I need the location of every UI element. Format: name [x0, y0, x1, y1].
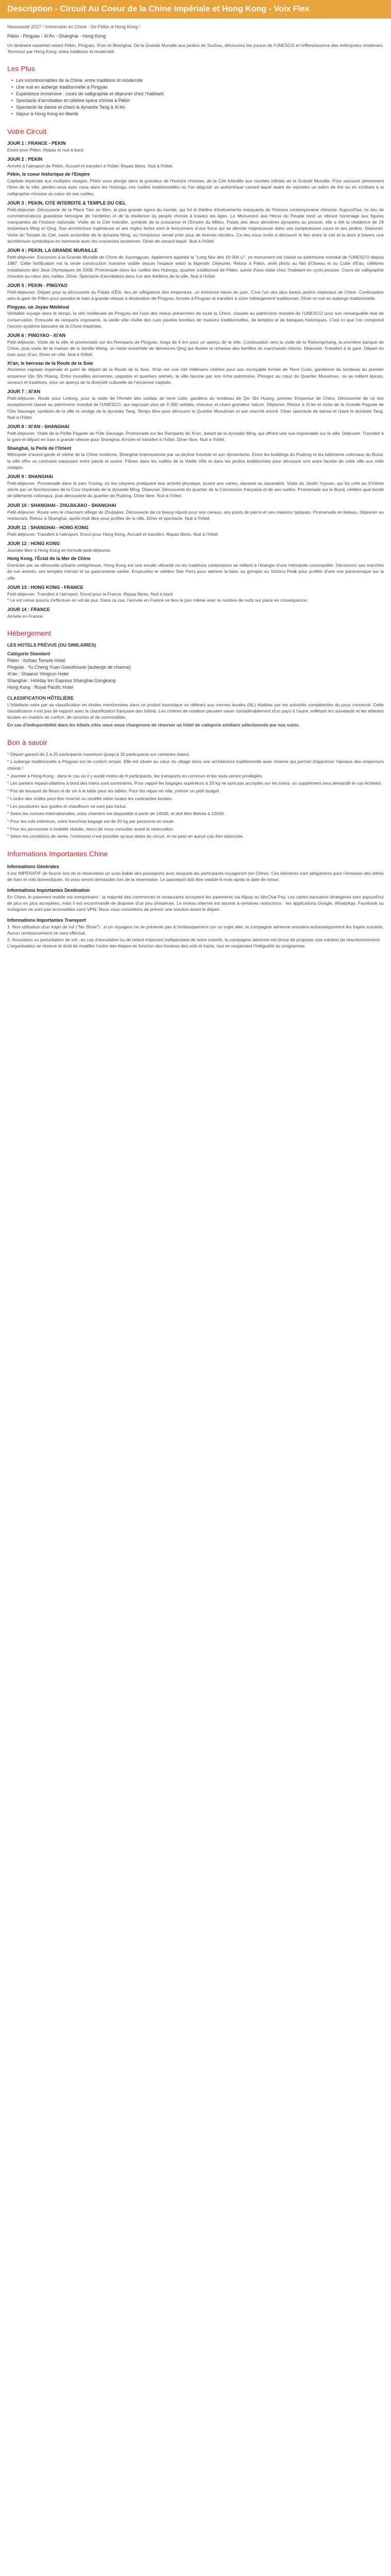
savoir-item: * Selon les conditions de vente, l'extension n'est possible qu'aux dates du circuit, et ne peut en aucun cas être dissociée.: [7, 834, 244, 839]
itinerary-day: [7, 388, 384, 420]
hotel-item: Xi'an : Shaanxi Yongrun Hotel: [7, 671, 69, 676]
day-description: Ancienne capitale impériale et point de départ de la Route de la Soie, Xi'an est une cité millénaire célèbre pour son incroyable Armée de Terre Cuite, gardienne du tombeau du premier empereur Qin Shi Huang. Entre murailles anciennes, pagodes et quartiers animés, la ville fascine par son riche patrimoine. Plongez au cœur du Quartier Musulman, où se mêlent épices, saveurs et traditions, pour un aperçu de la diversité culturelle de l'ancienne capitale.: [7, 367, 384, 385]
day-description: Petit-déjeuner. Visite de la ville et promenade sur les Remparts de Pingyao, longs de 6 km pour un aperçu de la ville. Continuation vers la visite de la Rishengchang, la première banque de Chine, puis visite de la maison de la famille Wang, un vaste ensemble de demeures Qing qui illustre la richesse des familles de marchands chinois. Déjeuner. Transfert à la gare. Départ en train pour Xi'an. Dîner en ville. Nuit à l'hôtel.: [7, 339, 384, 358]
info-block-title: Informations Importantes Transport: [7, 917, 86, 923]
itinerary-day: [7, 360, 384, 386]
hotel-item: Hong Kong : Royal Pacific Hotel: [7, 684, 74, 690]
savoir-item: * L'auberge traditionnelle à Pingyao est de confort simple. Elle est située au cœur du village dans une architecture traditionnelle avec charme qui permet d'apprécier l'époque des empereurs chinois !: [7, 759, 384, 771]
hotel-item: Pékin : Xizhao Temple Hotel: [7, 657, 66, 663]
itinerary-day: [7, 171, 384, 197]
day-description: Arrivée en France.: [7, 613, 44, 619]
intro-paragraph: Un itinéraire essentiel reliant Pékin, Pingyao, Xi'an et Shanghai. De la Grande Muraille aux jardins de Suzhou, découvrez les joyaux de l'UNESCO et l'effervescence des métropoles modernes. Terminez par Hong Kong, entre traditions et modernité.: [7, 42, 384, 54]
itinerary-day: [7, 540, 384, 553]
day-title: JOUR 3 : PEKIN, CITE INTERDITE & TEMPLE DU CIEL: [7, 200, 126, 206]
hotels-warning: En cas d'indisponibilité dans les hôtels cités nous nous chargerons de réserver un hôtel de catégorie similaire sélectionnée par nos soins.: [7, 722, 300, 728]
day-title: JOUR 8 : XI'AN - SHANGHAI: [7, 424, 70, 430]
day-title: JOUR 13 : HONG KONG - FRANCE: [7, 584, 84, 590]
plus-item: • Expérience immersive : cours de calligraphie et déjeuner chez l'habitant: [11, 91, 384, 97]
itinerary-day: [7, 473, 384, 499]
day-description: Petit-déjeuner. Promenade dans le parc Fuxing, où les citoyens pratiquent leur activité physique, jouent aux cartes, dansent ou bavardent. Visite du Jardin Yuyuan, qui fut créé au XVIème siècle par un fonctionnaire de la Cour impériale de la dynastie Ming. Déjeuner. Découverte du quartier de la Concession française et de ses ruelles. Promenade sur le Bund, célèbre quai bordé de bâtiments coloniaux, puis découverte du quartier de Pudong. Dîner libre. Nuit à l'hôtel.: [7, 480, 384, 499]
classification-title: CLASSIFICATION HÔTELIÈRE: [7, 695, 74, 701]
itinerary-day: [7, 445, 384, 471]
savoir-item: * Pour les vols intérieurs, votre franchise bagage est de 20 kg par personne en soute.: [7, 819, 175, 824]
day-title: JOUR 4 : PEKIN, LA GRANDE MURAILLE: [7, 248, 98, 253]
info-heading: Informations Importantes Chine: [7, 850, 108, 858]
day-title: JOUR 11 : SHANGHAI - HONG KONG: [7, 525, 89, 531]
savoir-item: * Les paniers repas/collations à bord des trains sont sommaires. Pour rappel les bagages supérieurs à 20 kg ne sont pas acceptés sur les trains, un supplément sera demandé le cas échéant.: [7, 781, 382, 786]
page-header: [0, 0, 391, 19]
itinerary-day: [7, 200, 384, 244]
itinerary-day: [7, 332, 384, 358]
info-blocks: [7, 863, 384, 949]
savoir-item: * Pour les personnes à mobilité réduite, merci de nous consulter avant la réservation.: [7, 826, 174, 832]
day-title: JOUR 9 : SHANGHAI: [7, 474, 53, 480]
circuit-heading: Votre Circuit: [7, 127, 47, 136]
savoir-item: * L'ordre des visites peut être inversé ou modifié selon toutes les contraintes locales.: [7, 795, 173, 801]
hotels-heading: Hébergement: [7, 629, 51, 638]
day-title: JOUR 7 : XI'AN: [7, 389, 41, 395]
day-title: JOUR 10 : SHANGHAI - ZHUJIAJIAO - SHANGHAI: [7, 502, 117, 508]
day-description: Capitale impériale aux multiples visages, Pékin vous plonge dans la grandeur de l'histoire chinoise, de la Cité Interdite aux courbes infinies de la Grande Muraille. Pour savourer pleinement l'âme de la ville, perdez-vous avec nous dans les Hutongs, ces ruelles traditionnelles où l'on dégustit un authentique canard laqué avant de rejoindre un salon de thé ou en s'initiant à la calligraphie chinoise au cœur de ses ruelles.: [7, 178, 384, 196]
day-title: JOUR 12 : HONG KONG: [7, 541, 60, 547]
day-title: JOUR 5 : PEKIN - PINGYAO: [7, 283, 68, 289]
main-content: [0, 19, 391, 961]
day-title: Shanghai, la Perle de l'Orient: [7, 445, 72, 451]
hotel-list: [7, 657, 384, 691]
itinerary-day: [7, 502, 384, 521]
day-description: Petit-déjeuner. Visite de la Petite Pagode de l'Oie Sauvage. Promenade sur les Remparts de Xi'an, datant de la dynastie Ming, qui offrent une vue imprenable sur la ville. Déjeuner. Transfert à la gare et départ en train à grande vitesse pour Shanghai. Arrivée et transfert à l'hôtel. Dîner libre. Nuit à l'hôtel.: [7, 430, 384, 443]
day-description: Journée libre à Hong Kong en formule petit-déjeuner.: [7, 547, 112, 553]
itinerary-day: [7, 247, 384, 279]
itinerary-day: [7, 140, 384, 153]
day-title: Pingyao, un Joyau Médiéval: [7, 304, 70, 310]
savoir-item: * Pas de bouquet de fleurs ni de vin à la table pour les tables. Pour les repas en ville, prévoir un petit budget.: [7, 788, 221, 794]
savoir-item: * Départ garanti de 2 à 25 participants maximum (jusqu'à 30 participants sur certaines dates).: [7, 751, 191, 757]
plus-item: • Séjour à Hong Kong en liberté: [11, 111, 384, 117]
savoir-list: [7, 751, 384, 840]
intro-subtitle: Nouveauté 2027 ! Immersion en Chine : De Pékin à Hong Kong !: [7, 24, 141, 29]
day-title: JOUR 2 : PEKIN: [7, 157, 43, 162]
hotel-item: Shanghai : Holiday Inn Express Shanghai Gongkang: [7, 677, 116, 683]
plus-list: [11, 77, 384, 117]
savoir-item: * Journée à Hong-Kong : dans le cas où il y aurait moins de 6 participants, les transports en commun et les taxis seront privilégiés.: [7, 773, 263, 778]
day-description: Métropole d'avant-garde et vitrine de la Chine moderne, Shanghai impressionne par sa skyline futuriste et son dynamisme. Entre les buildings du Pudong et les bâtiments coloniaux du Bund, la ville offre un contraste saisissant entre passé et avenir. Flânez dans les ruelles de la Vieille Ville et dans les jardins traditionnels pour découvrir une autre facette de cette ville aux mille visages.: [7, 452, 384, 470]
savoir-heading: Bon à savoir: [7, 738, 47, 747]
savoir-item: * Les pourboires aux guides et chauffeurs ne sont pas inclus.: [7, 803, 127, 809]
day-title: JOUR 6 : PINGYAO - XI'AN: [7, 333, 66, 338]
day-title: Hong Kong, l'Éclat de la Mer de Chine: [7, 556, 91, 562]
hotel-item: Pingyao : Yu Cheng Yuan Guesthouse (auberge de charme): [7, 664, 131, 670]
info-block-title: Informations Générales: [7, 864, 59, 870]
day-title: JOUR 1 : FRANCE - PEKIN: [7, 141, 66, 146]
day-title: Pékin, le coeur historique de l'Empire: [7, 172, 90, 177]
plus-item: • Spectacle de danse et chant la dynastie Tang à Xi'An: [11, 104, 384, 111]
plus-item: • Spectacle d'acrobaties et célèbre opéra chinois à Pékin: [11, 97, 384, 104]
day-description: Petit-déjeuner. Route pour Lintong, pour la visite de l'Armée des soldats de terre cuite, gardiens du tombeau de Qin Shi Huang, premier Empereur de Chine. Découverte de ce site exceptionnel classé au patrimoine mondial de l'UNESCO, qui regroupe plus de 6 000 soldats, chevaux et chars grandeur nature. Déjeuner. Retour à Xi'an et visite de la Grande Pagode de l'Oie Sauvage, symbole de la ville et vestige de la dynastie Tang. Temps libre pour découvrir le Quartier Musulman et son marché animé. Dîner spectacle de danse et chant la dynastie Tang. Nuit à l'hôtel.: [7, 396, 384, 420]
itinerary-day: [7, 606, 384, 619]
day-title: JOUR 14 : FRANCE: [7, 607, 51, 613]
info-block-text: En Chine, le paiement mobile est omniprésent : la majorité des commerces et restaurants acceptent les paiements via Alipay ou WeChat Pay. Les cartes bancaires étrangères sont aujourd'hui de plus en plus acceptées, mais il est recommandé de disposer d'un peu d'espèces. Le réseau internet est soumis à certaines restrictions : les applications Google, WhatsApp, Facebook ou Instagram ne sont pas accessibles sans VPN. Nous vous conseillons de prévoir une solution avant le départ.: [7, 894, 384, 912]
itinerary-day: [7, 423, 384, 443]
itinerary-days: [7, 140, 384, 619]
day-title: Xi'an, le berceau de la Route de la Soie: [7, 360, 93, 366]
info-block-text: Il est IMPÉRATIF de fournir lors de la réservation un scan lisible des passeports avec lesquels les participants voyageront (en Chine). Ces éléments sont obligatoires pour l'émission des billets de train et vols domestiques. Ils vous seront demandés lors de la réservation. Le passeport doit être valable 6 mois après la date de retour.: [7, 870, 384, 883]
plus-item: • Les incontournables de la Chine, entre traditions et modernité: [11, 77, 384, 84]
day-description: Petit-déjeuner. Découverte de la Place Tian an Men, la plus grande agora du monde, qui fut le théâtre d'événements marquants de l'histoire contemporaine chinoise. Aujourd'hui, ce lieu de commémorations grandiose témoigne de l'ambition et de la résilience du peuple chinois à travers les âges. Le Monument aux Héros du Peuple rend un vibrant hommage aux figures marquantes de l'histoire nationale. Visite de la Cité Interdite, symbole de la puissance et l'Empire du Milieu. Palais des deux dernières dynasties au pouvoir, elle a été la résidence de 24 empereurs Ming et Qing. Son architecture ingénieuse et ses règles fortes sont le lexicomans d'une force qui se dévoile majestueuse dans ses somptueuses cours et ses jardins. Déjeuner. Visite du Temple du Ciel, vaste ensemble de la dynastie Ming, où l'empereur venait prier pour de bonnes récoltes. Ce lieu nous invite à découvrir le lien entre le ciel et la terre à travers une architecture symbolique en harmonie avec les croyances anciennes. Dîner de canard laqué. Nuit à l'hôtel.: [7, 207, 384, 244]
itinerary-day: [7, 304, 384, 330]
savoir-item: * Selon les normes internationales, votre chambre est disponible à partir de 14h00, et doit être libérée à 12h00.: [7, 811, 225, 817]
page-title: Description - Circuit Au Coeur de la Chine Impériale et Hong Kong - Voix Flex: [7, 5, 309, 13]
classification-text: L'hôtellerie varie par sa classification en étoiles mentionnées dans ce produit touristique se référant aux normes locales (NL) établies par les autorités compétentes du pays concerné. Cette classification n'est pas de rapport avec la classification française des hôtels. Les critères de notation peuvent varier considérablement d'un pays à l'autre, reflétant les standards et les attentes locales en matière de confort, de services et de commodités.: [7, 702, 384, 720]
day-description: Petit-déjeuner. Route vers le charmant village de Zhujiajiao. Découverte de ce bourg réputé pour ses canaux, ses ponts de pierre et ses maisons typiques. Promenade en bateau. Déjeuner au restaurant. Retour à Shanghai, après-midi libre pour profiter de la ville. Dîner et spectacle. Nuit à l'hôtel.: [7, 509, 384, 521]
hotels-category: Catégorie Standard: [7, 651, 51, 656]
day-description: Petit-déjeuner. Excursion à la Grande Muraille de Chine de Juyongguan, également appelée la "Long Mur des 10 000 Li", ce monument est classé au patrimoine mondial de l'UNESCO depuis 1987. Cette fortification est la seule construction humaine visible depuis l'espace selon la légende. Déjeuner. Retour à Pékin, arrêt photo au Nid d'Oiseau et au Cube d'Eau, célèbres installations des Jeux Olympiques de 2008. Promenade dans les ruelles des Hutongs, quartier traditionnel de Pékin, suivie d'une visite chez l'habitant en cyclo-pousse. Cours de calligraphie chinoise au cœur des ruelles. Dîner. Spectacle d'acrobaties dans l'un des théâtres de la ville. Nuit à l'hôtel.: [7, 255, 384, 279]
day-description: Véritable voyage dans le temps, la cité médiévale de Pingyao est l'une des mieux préservées de toute la Chine, classée au patrimoine mondial de l'UNESCO pour son remarquable état de conservation. Entourée de remparts imposants, la vieille ville révèle des rues pavées bordées de maisons traditionnelles, de temples et de banques historiques. C'est ici que l'on comprend l'ancien système bancaire de la Chine impériale.: [7, 311, 384, 329]
plus-heading: Les Plus: [7, 64, 35, 73]
itinerary-day: [7, 156, 384, 169]
itinerary-day: [7, 524, 384, 537]
intro-route: Pékin - Pingyao - Xi'An - Shanghai - Hong Kong: [7, 33, 106, 39]
itinerary-day: [7, 282, 384, 301]
itinerary-day: [7, 555, 384, 581]
day-description: Petit-déjeuner. Transfert à l'aéroport. Envol pour Hong Kong. Accueil et transfert. Repas libres. Nuit à l'hôtel.: [7, 531, 219, 537]
info-block-title: Informations Importantes Destination: [7, 887, 90, 893]
itinerary-day: [7, 584, 384, 603]
day-description: Envol pour Pékin. Repas et nuit à bord.: [7, 147, 85, 152]
day-description: Dominée par sa silhouette urbaine vertigineuse, Hong Kong est une escale vibrante où les traditions cantonaises se mêlent à l'énergie d'une métropole cosmopolite. Découvrez ses marchés de rue animés, ses temples chinois et sa gastronomie variée. Empruntez le célèbre Star Ferry pour admirer la baie, ou grimpez au Victoria Peak pour profiter d'une vue panoramique sur la ville.: [7, 562, 384, 581]
day-description: Petit-déjeuner. Transfert à l'aéroport. Envol pour la France. Repas libres. Nuit à bord. * Le vol retour pourra s'effectuer en vol de jour. Dans ce cas, l'arrivée en France se fera le jour même avec le nombre de nuits sur place en conséquence.: [7, 591, 308, 603]
day-description: Petit-déjeuner. Départ pour la découverte du Palais d'Été, lieu de villégiature des empereurs, un immense havre de paix. C'est l'un des plus beaux jardins impériaux de Chine. Continuation vers la gare de Pékin pour prendre le train à grande vitesse à destination de Pingyao. Arrivée à Pingyao et transfert à votre hébergement traditionnel. Dîner et nuit en auberge traditionnelle.: [7, 289, 384, 301]
hotels-subtitle: LES HOTELS PRÉVUS (OU SIMILAIRES): [7, 642, 96, 648]
day-description: Arrivée à l'aéroport de Pékin. Accueil et transfert à l'hôtel. Repas libres. Nuit à l'hôtel.: [7, 163, 174, 168]
plus-item: • Une nuit en auberge traditionnelle à Pingyao: [11, 84, 384, 91]
info-block-text: 1. Non-utilisation d'un trajet de vol ("No Show") : si un voyageur ne se présente pas à l'embarquement sur un trajet aller, la compagnie aérienne annulera automatiquement les trajets suivants. Aucun remboursement ne sera effectué. 2. Annulation ou perturbation de vol : en cas d'annulation ou de retard important indépendant de notre volonté, la compagnie aérienne est tenue de proposer une solution de réacheminement. L'organisateur se réserve le droit de modifier l'ordre des étapes en fonction des horaires des vols et trains, tout en respectant l'intégralité du programme.: [7, 924, 384, 948]
